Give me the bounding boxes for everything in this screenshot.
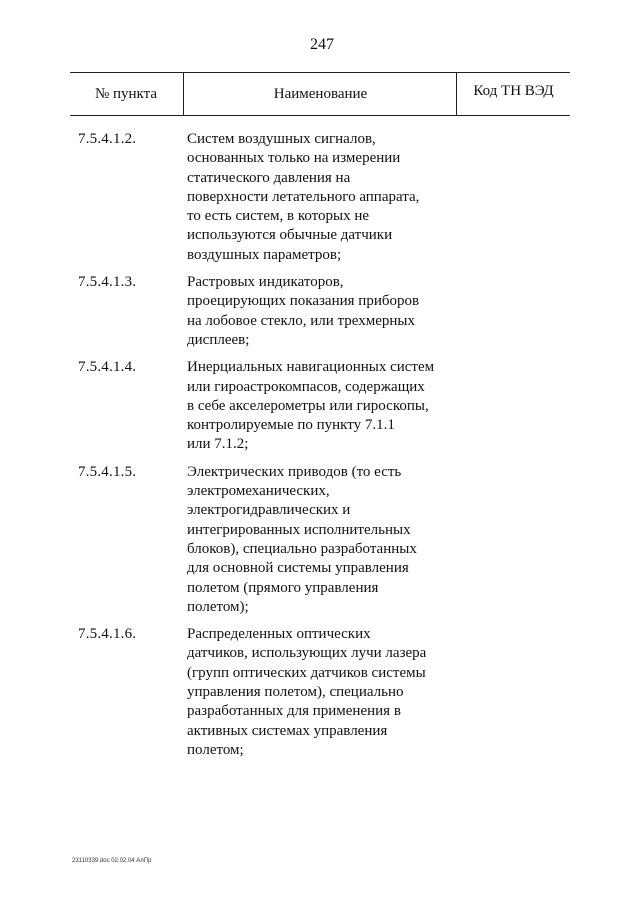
item-description: Электрических приводов (то есть электромеханических, электрогидравлических и интегрированных исполнительных блоков), специально разработанных для основной системы управления полетом (прямого управления полетом); [187,463,417,615]
page-number: 247 [310,36,334,53]
item-number: 7.5.4.1.3. [78,274,137,291]
item-number: 7.5.4.1.5. [78,463,137,480]
table-row [0,463,640,617]
header-item-number: № пункта [94,85,158,102]
item-number: 7.5.4.1.4. [78,359,137,376]
item-description: Растровых индикаторов, проецирующих показания приборов на лобовое стекло, или трехмерных дисплеев; [187,274,420,348]
table-row [0,273,640,350]
item-description: Инерциальных навигационных систем или гироастрокомпасов, содержащих в себе акселерометры или гироскопы, контролируемые по пункту 7.1.1 или 7.1.2; [187,359,435,453]
item-description: Распределенных оптических датчиков, использующих лучи лазера (групп оптических датчиков системы управления полетом), специально разработанных для применения в активных системах управления полетом; [187,626,427,758]
document-footer: 23110339.doc 02.02.04 АлПр [72,858,152,864]
item-description: Систем воздушных сигналов, основанных только на измерении статического давления на поверхности летательного аппарата, то есть систем, в которых не используются обычные датчики воздушных параметров; [187,131,420,263]
header-name: Наименование [183,73,457,115]
table-row [0,625,640,760]
item-number: 7.5.4.1.2. [78,131,137,147]
item-number: 7.5.4.1.6. [78,626,137,643]
table-row [0,130,640,265]
table-header [70,72,570,116]
table-row [0,358,640,454]
header-code: Код ТН ВЭД [456,73,570,115]
table-body [0,130,640,768]
